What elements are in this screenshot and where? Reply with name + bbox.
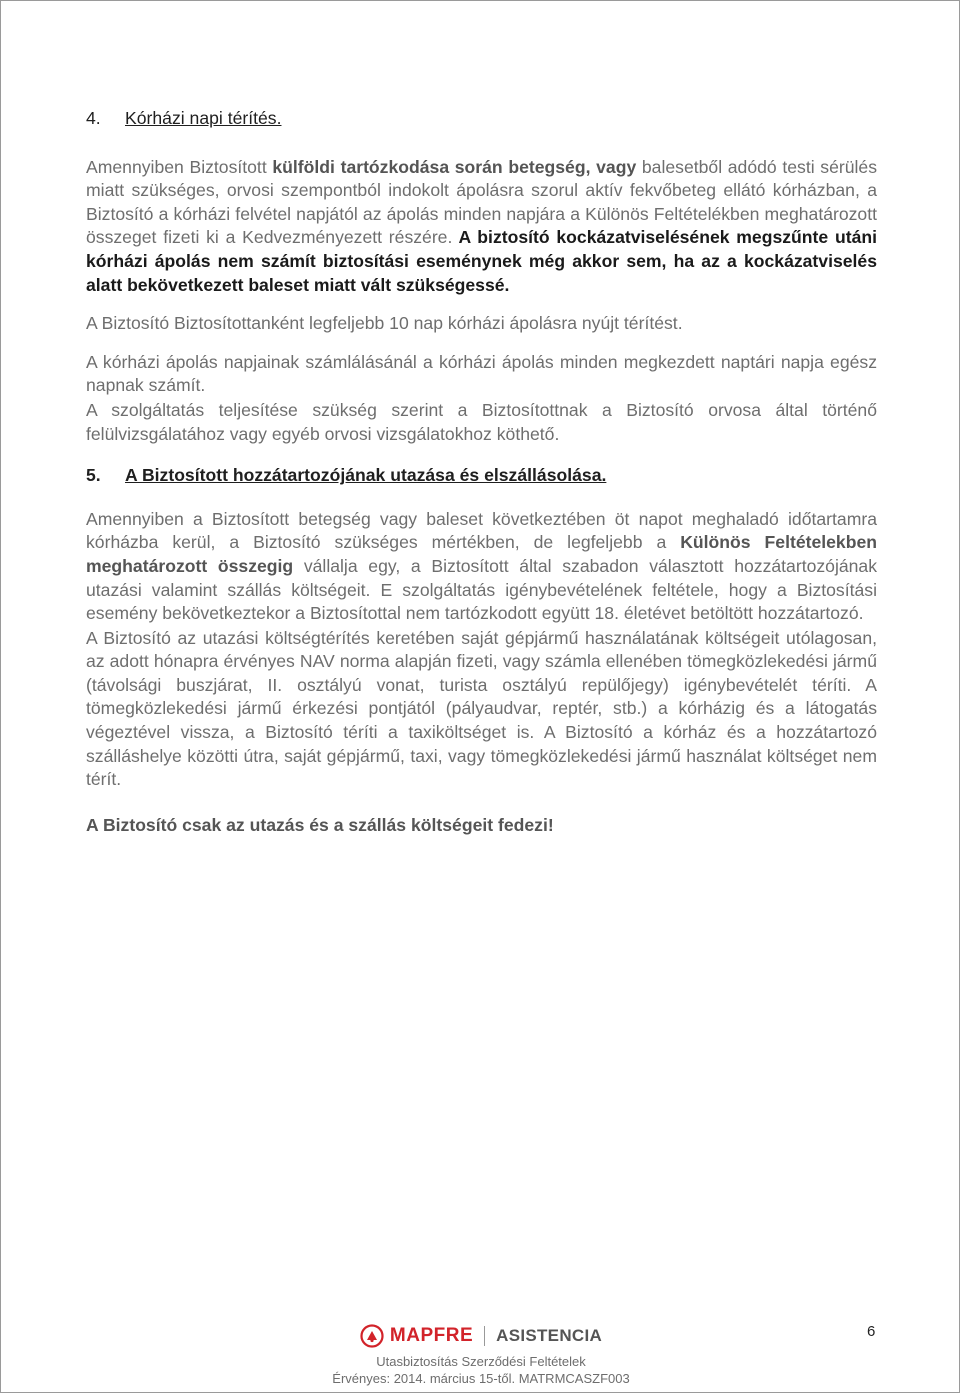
- footer-doc-title: Utasbiztosítás Szerződési Feltételek: [376, 1354, 586, 1369]
- section-5-text-run: Különös Feltételekben meghatározott összegig: [86, 532, 877, 576]
- section-5-title: A Biztosított hozzátartozójának utazása és elszállásolása.: [125, 465, 607, 486]
- section-4-heading: [86, 107, 877, 131]
- section-4-title: Kórházi napi térítés.: [125, 108, 282, 128]
- section-4-text-run: balesetből adódó testi sérülés miatt szükséges, orvosi szempontból indokolt ápolásra szorul aktív fekvőbeteg ellátó kórházban, a Biztosító a kórházi felvétel napjától az ápolás minden napjára a Különös Feltételékben meghatározott összeget fizeti ki a Kedvezményezett részére.: [86, 156, 877, 248]
- brand-separator: [484, 1326, 485, 1346]
- brand-primary: MAPFRE: [389, 1325, 474, 1346]
- section-4-paragraph-3: A kórházi ápolás napjainak számlálásánál a kórházi ápolás minden megkezdett naptári napja egész napnak számít.: [86, 351, 877, 396]
- document-body: [86, 107, 877, 837]
- brand-secondary: ASISTENCIA: [496, 1326, 603, 1345]
- section-4-paragraph-1: [86, 156, 877, 298]
- section-5-heading: [86, 464, 877, 488]
- mapfre-logo-icon: [360, 1324, 384, 1348]
- section-4-text-run: külföldi tartózkodása során betegség, vagy: [272, 156, 637, 177]
- section-5-paragraph-3: [86, 814, 877, 838]
- section-5-paragraph-1: [86, 508, 877, 626]
- section-5-closing-statement: A Biztosító csak az utazás és a szállás költségeit fedezi!: [86, 814, 554, 835]
- footer-validity: Érvényes: 2014. március 15-től. MATRMCASZF003: [332, 1371, 630, 1386]
- section-4-text-run: Amennyiben Biztosított: [86, 156, 273, 177]
- section-4-number: 4.: [86, 108, 101, 128]
- mapfre-logo: [360, 1319, 602, 1353]
- page-footer: [1, 1319, 960, 1387]
- section-5-text-run: vállalja egy, a Biztosított által szabadon választott hozzátartozójának utazási valamint szállás költségeit. E szolgáltatás igénybevételének feltétele, hogy a Biztosítási esemény bekövetkeztekor a Biztosítottal nem tartózkodott együtt 18. életévet betöltött hozzátartozó.: [86, 555, 878, 624]
- section-5-text-run: Amennyiben a Biztosított betegség vagy baleset következtében öt napot meghaladó időtartamra kórházba kerül, a Biztosító szükséges mértékben, de legfeljebb a: [86, 508, 877, 553]
- section-5-paragraph-2: A Biztosító az utazási költségtérítés keretében saját gépjármű használatának költségeit utólagosan, az adott hónapra érvényes NAV norma alapján fizeti, vagy számla ellenében tömegközlekedési jármű (távolsági buszjárat, II. osztályú vonat, turista osztályú repülőjegy) igénybevételét téríti. A tömegközlekedési jármű érkezési pontjától (pályaudvar, reptér, stb.) a kórházig és a látogatás végeztével vissza, a Biztosító téríti a taxiköltséget is. A Biztosító a kórház és a hozzátartozó szálláshelye közötti útra, saját gépjármű, taxi, vagy tömegközlekedési jármű használat költséget nem térít.: [86, 627, 877, 790]
- section-4-text-run: A biztosító kockázatviselésének megszűnte utáni kórházi ápolás nem számít biztosítási eseménynek még akkor sem, ha az a kockázatviselés alatt bekövetkezett baleset miatt vált szükségessé.: [86, 227, 877, 295]
- section-4-paragraph-2: A Biztosító Biztosítottanként legfeljebb 10 nap kórházi ápolásra nyújt térítést.: [86, 313, 683, 334]
- section-4-paragraph-4: A szolgáltatás teljesítése szükség szerint a Biztosítottnak a Biztosító orvosa által történő felülvizsgálatához vagy egyéb orvosi vizsgálatokhoz köthető.: [86, 399, 877, 444]
- page-number: 6: [867, 1323, 876, 1340]
- section-5-number: 5.: [86, 465, 101, 486]
